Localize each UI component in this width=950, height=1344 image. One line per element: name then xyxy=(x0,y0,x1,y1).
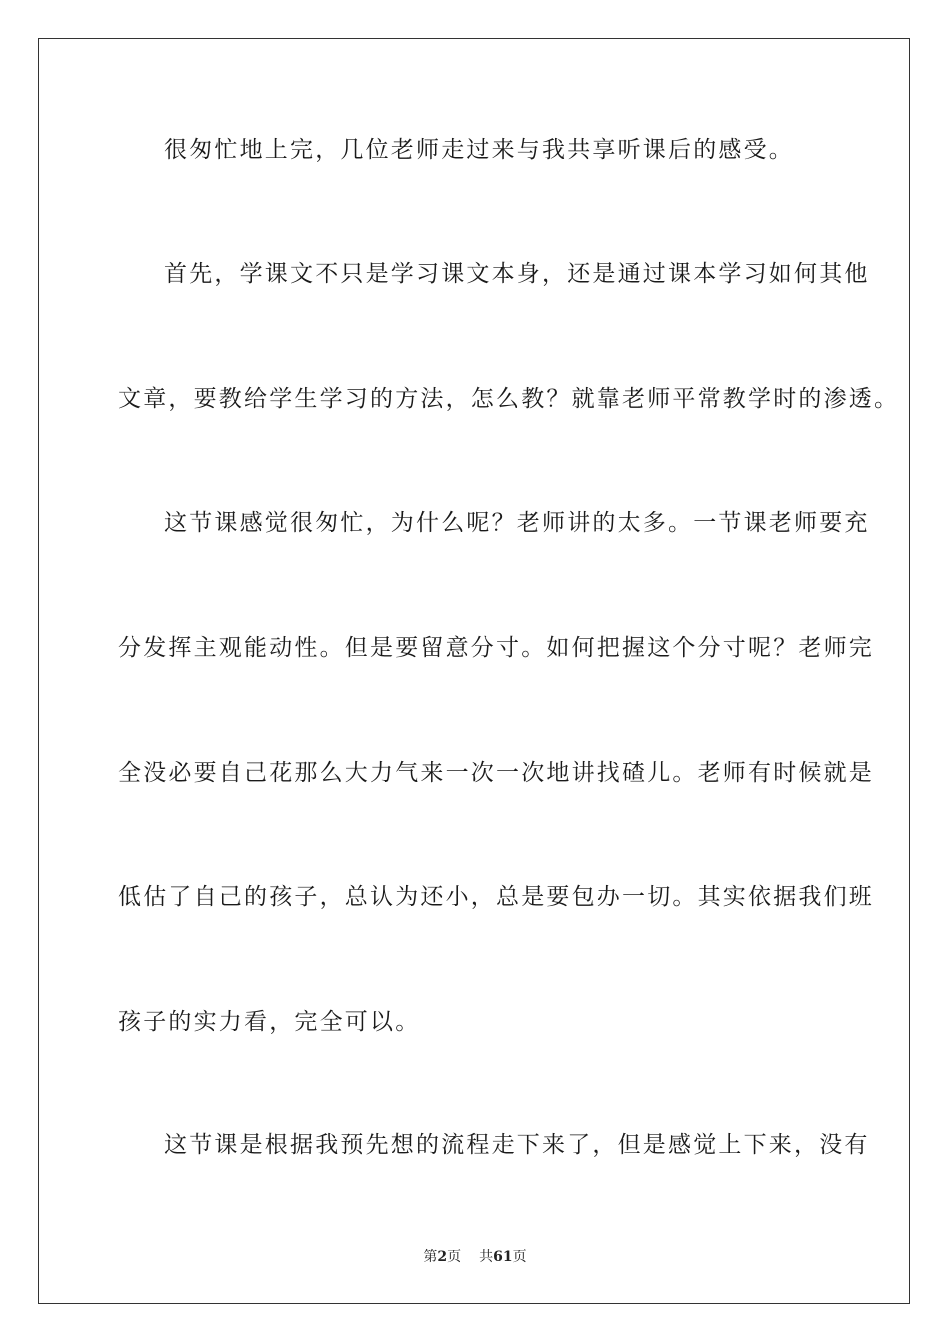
paragraph-line-4: 这节课感觉很匆忙，为什么呢？老师讲的太多。一节课老师要充 xyxy=(164,510,870,536)
total-prefix: 共 xyxy=(479,1249,494,1265)
page-border xyxy=(38,38,910,1304)
page-suffix: 页 xyxy=(447,1249,462,1265)
paragraph-line-8: 孩子的实力看，完全可以。 xyxy=(118,1009,421,1035)
paragraph-line-6: 全没必要自己花那么大力气来一次一次地讲找碴儿。老师有时候就是 xyxy=(118,760,874,786)
paragraph-line-2: 首先，学课文不只是学习课文本身，还是通过课本学习如何其他 xyxy=(164,261,870,287)
total-suffix: 页 xyxy=(512,1249,527,1265)
paragraph-line-1: 很匆忙地上完，几位老师走过来与我共享听课后的感受。 xyxy=(164,137,794,163)
page-prefix: 第 xyxy=(423,1249,438,1265)
paragraph-line-5: 分发挥主观能动性。但是要留意分寸。如何把握这个分寸呢？老师完 xyxy=(118,635,874,661)
paragraph-line-9: 这节课是根据我预先想的流程走下来了，但是感觉上下来，没有 xyxy=(164,1132,870,1158)
paragraph-line-7: 低估了自己的孩子，总认为还小，总是要包办一切。其实依据我们班 xyxy=(118,884,874,910)
page-number: 2 xyxy=(437,1249,448,1265)
page-footer xyxy=(0,1248,950,1266)
paragraph-line-3: 文章，要教给学生学习的方法，怎么教？就靠老师平常教学时的渗透。 xyxy=(118,386,900,412)
total-pages: 61 xyxy=(493,1249,513,1265)
